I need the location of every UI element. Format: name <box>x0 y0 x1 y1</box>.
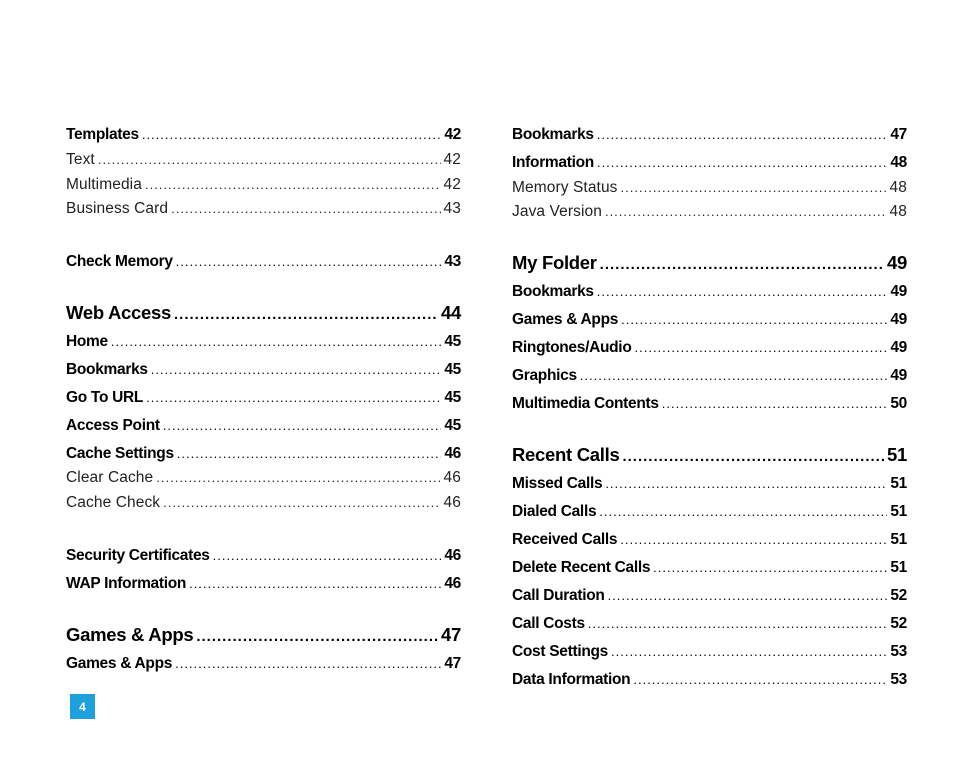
toc-section-recent-calls[interactable] <box>512 444 907 466</box>
leader-dots <box>620 532 887 547</box>
toc-entry-page: 51 <box>890 559 907 576</box>
toc-entry-cost-settings[interactable] <box>512 643 907 661</box>
toc-entry-ringtones-audio[interactable] <box>512 339 907 357</box>
toc-entry-call-duration[interactable] <box>512 587 907 605</box>
toc-entry-title: Call Costs <box>512 615 585 632</box>
leader-dots <box>597 155 887 170</box>
toc-entry-go-to-url[interactable] <box>66 389 461 407</box>
toc-entry-page: 48 <box>889 203 907 220</box>
leader-dots <box>622 448 884 465</box>
toc-entry-page: 47 <box>444 655 461 672</box>
toc-entry-title: Text <box>66 151 95 168</box>
leader-dots <box>597 284 888 299</box>
toc-entry-title: Cache Check <box>66 494 161 511</box>
leader-dots <box>635 340 888 355</box>
toc-entry-bookmarks[interactable] <box>512 283 907 301</box>
toc-entry-title: Missed Calls <box>512 475 603 492</box>
toc-entry-page: 46 <box>443 494 461 511</box>
toc-entry-page: 46 <box>443 469 461 486</box>
leader-dots <box>111 334 441 349</box>
toc-entry-business-card[interactable] <box>66 200 461 218</box>
toc-entry-page: 49 <box>890 339 907 356</box>
toc-entry-title: Multimedia Contents <box>512 395 659 412</box>
toc-entry-page: 46 <box>444 575 461 592</box>
toc-entry-page: 44 <box>441 302 461 323</box>
leader-dots <box>145 177 441 192</box>
toc-entry-page: 50 <box>890 395 907 412</box>
toc-entry-title: Games & Apps <box>512 311 619 328</box>
toc-entry-check-memory[interactable] <box>66 253 461 271</box>
toc-entry-title: Information <box>512 154 594 171</box>
leader-dots <box>621 180 887 195</box>
toc-entry-call-costs[interactable] <box>512 615 907 633</box>
toc-entry-page: 42 <box>443 176 461 193</box>
toc-entry-page: 49 <box>890 367 907 384</box>
leader-dots <box>633 672 887 687</box>
leader-dots <box>621 312 887 327</box>
toc-entry-delete-recent-calls[interactable] <box>512 559 907 577</box>
leader-dots <box>599 504 887 519</box>
toc-entry-title: Cache Settings <box>66 445 174 462</box>
toc-entry-page: 53 <box>890 643 907 660</box>
toc-entry-wap-information[interactable] <box>66 575 461 593</box>
toc-entry-page: 45 <box>444 361 461 378</box>
toc-entry-page: 49 <box>887 252 907 273</box>
leader-dots <box>597 127 888 142</box>
leader-dots <box>605 476 887 491</box>
leader-dots <box>196 628 438 645</box>
toc-entry-page: 46 <box>444 547 461 564</box>
toc-entry-clear-cache[interactable] <box>66 469 461 487</box>
toc-entry-games-apps[interactable] <box>66 655 461 673</box>
toc-entry-games-apps[interactable] <box>512 311 907 329</box>
toc-entry-title: Business Card <box>66 200 169 217</box>
leader-dots <box>653 560 887 575</box>
toc-entry-title: Home <box>66 333 108 350</box>
toc-entry-title: WAP Information <box>66 575 187 592</box>
toc-entry-page: 45 <box>444 333 461 350</box>
toc-entry-title: Multimedia <box>66 176 142 193</box>
toc-entry-title: Check Memory <box>66 253 173 270</box>
toc-section-my-folder[interactable] <box>512 252 907 274</box>
leader-dots <box>175 656 441 671</box>
toc-entry-bookmarks[interactable] <box>512 126 907 144</box>
toc-entry-title: Clear Cache <box>66 469 154 486</box>
toc-entry-title: Cost Settings <box>512 643 608 660</box>
toc-entry-title: Templates <box>66 126 139 143</box>
toc-entry-received-calls[interactable] <box>512 531 907 549</box>
toc-entry-title: Bookmarks <box>512 283 594 300</box>
toc-entry-cache-check[interactable] <box>66 494 461 512</box>
toc-entry-title: Bookmarks <box>66 361 148 378</box>
toc-entry-page: 45 <box>444 417 461 434</box>
leader-dots <box>142 127 442 142</box>
toc-section-games-apps[interactable] <box>66 624 461 646</box>
toc-entry-dialed-calls[interactable] <box>512 503 907 521</box>
toc-entry-page: 47 <box>441 624 461 645</box>
leader-dots <box>156 470 440 485</box>
toc-entry-page: 45 <box>444 389 461 406</box>
toc-entry-graphics[interactable] <box>512 367 907 385</box>
leader-dots <box>151 362 442 377</box>
leader-dots <box>177 446 442 461</box>
toc-entry-page: 51 <box>887 444 907 465</box>
toc-entry-security-certificates[interactable] <box>66 547 461 565</box>
toc-entry-text[interactable] <box>66 151 461 169</box>
toc-entry-bookmarks[interactable] <box>66 361 461 379</box>
toc-entry-title: Web Access <box>66 302 171 323</box>
toc-entry-page: 46 <box>444 445 461 462</box>
leader-dots <box>662 396 888 411</box>
toc-entry-title: Access Point <box>66 417 160 434</box>
toc-entry-home[interactable] <box>66 333 461 351</box>
toc-entry-multimedia[interactable] <box>66 176 461 194</box>
toc-entry-title: Ringtones/Audio <box>512 339 632 356</box>
toc-entry-java-version[interactable] <box>512 203 907 221</box>
toc-entry-title: Call Duration <box>512 587 605 604</box>
page-number-badge: 4 <box>70 694 95 719</box>
toc-entry-multimedia-contents[interactable] <box>512 395 907 413</box>
leader-dots <box>163 418 442 433</box>
toc-entry-title: Received Calls <box>512 531 618 548</box>
toc-entry-title: Games & Apps <box>66 624 194 645</box>
toc-entry-title: Security Certificates <box>66 547 210 564</box>
toc-entry-page: 51 <box>890 475 907 492</box>
toc-entry-title: My Folder <box>512 252 597 273</box>
toc-entry-information[interactable] <box>512 154 907 172</box>
toc-entry-title: Delete Recent Calls <box>512 559 651 576</box>
leader-dots <box>588 616 888 631</box>
toc-entry-page: 48 <box>889 179 907 196</box>
toc-section-web-access[interactable] <box>66 302 461 324</box>
toc-entry-page: 49 <box>890 283 907 300</box>
leader-dots <box>176 254 442 269</box>
toc-entry-title: Data Information <box>512 671 631 688</box>
leader-dots <box>611 644 887 659</box>
leader-dots <box>213 548 442 563</box>
toc-entry-title: Graphics <box>512 367 577 384</box>
toc-entry-cache-settings[interactable] <box>66 445 461 463</box>
leader-dots <box>189 576 441 591</box>
leader-dots <box>605 204 887 219</box>
toc-entry-title: Games & Apps <box>66 655 173 672</box>
toc-entry-page: 52 <box>890 615 907 632</box>
toc-entry-page: 43 <box>444 253 461 270</box>
toc-entry-page: 51 <box>890 503 907 520</box>
leader-dots <box>98 152 441 167</box>
toc-entry-page: 47 <box>890 126 907 143</box>
toc-entry-title: Bookmarks <box>512 126 594 143</box>
toc-entry-page: 52 <box>890 587 907 604</box>
toc-entry-title: Java Version <box>512 203 602 220</box>
toc-entry-page: 53 <box>890 671 907 688</box>
toc-entry-templates[interactable] <box>66 126 461 144</box>
leader-dots <box>163 495 440 510</box>
toc-entry-page: 48 <box>890 154 907 171</box>
toc-entry-memory-status[interactable] <box>512 179 907 197</box>
leader-dots <box>146 390 441 405</box>
toc-entry-page: 43 <box>443 200 461 217</box>
toc-entry-title: Go To URL <box>66 389 144 406</box>
leader-dots <box>171 201 440 216</box>
toc-entry-access-point[interactable] <box>66 417 461 435</box>
toc-entry-title: Recent Calls <box>512 444 620 465</box>
leader-dots <box>580 368 888 383</box>
toc-entry-page: 49 <box>890 311 907 328</box>
toc-entry-page: 42 <box>444 126 461 143</box>
toc-entry-missed-calls[interactable] <box>512 475 907 493</box>
toc-entry-data-information[interactable] <box>512 671 907 689</box>
toc-entry-title: Dialed Calls <box>512 503 597 520</box>
toc-entry-page: 42 <box>443 151 461 168</box>
leader-dots <box>608 588 888 603</box>
toc-entry-title: Memory Status <box>512 179 618 196</box>
leader-dots <box>174 306 438 323</box>
toc-entry-page: 51 <box>890 531 907 548</box>
leader-dots <box>600 256 884 273</box>
